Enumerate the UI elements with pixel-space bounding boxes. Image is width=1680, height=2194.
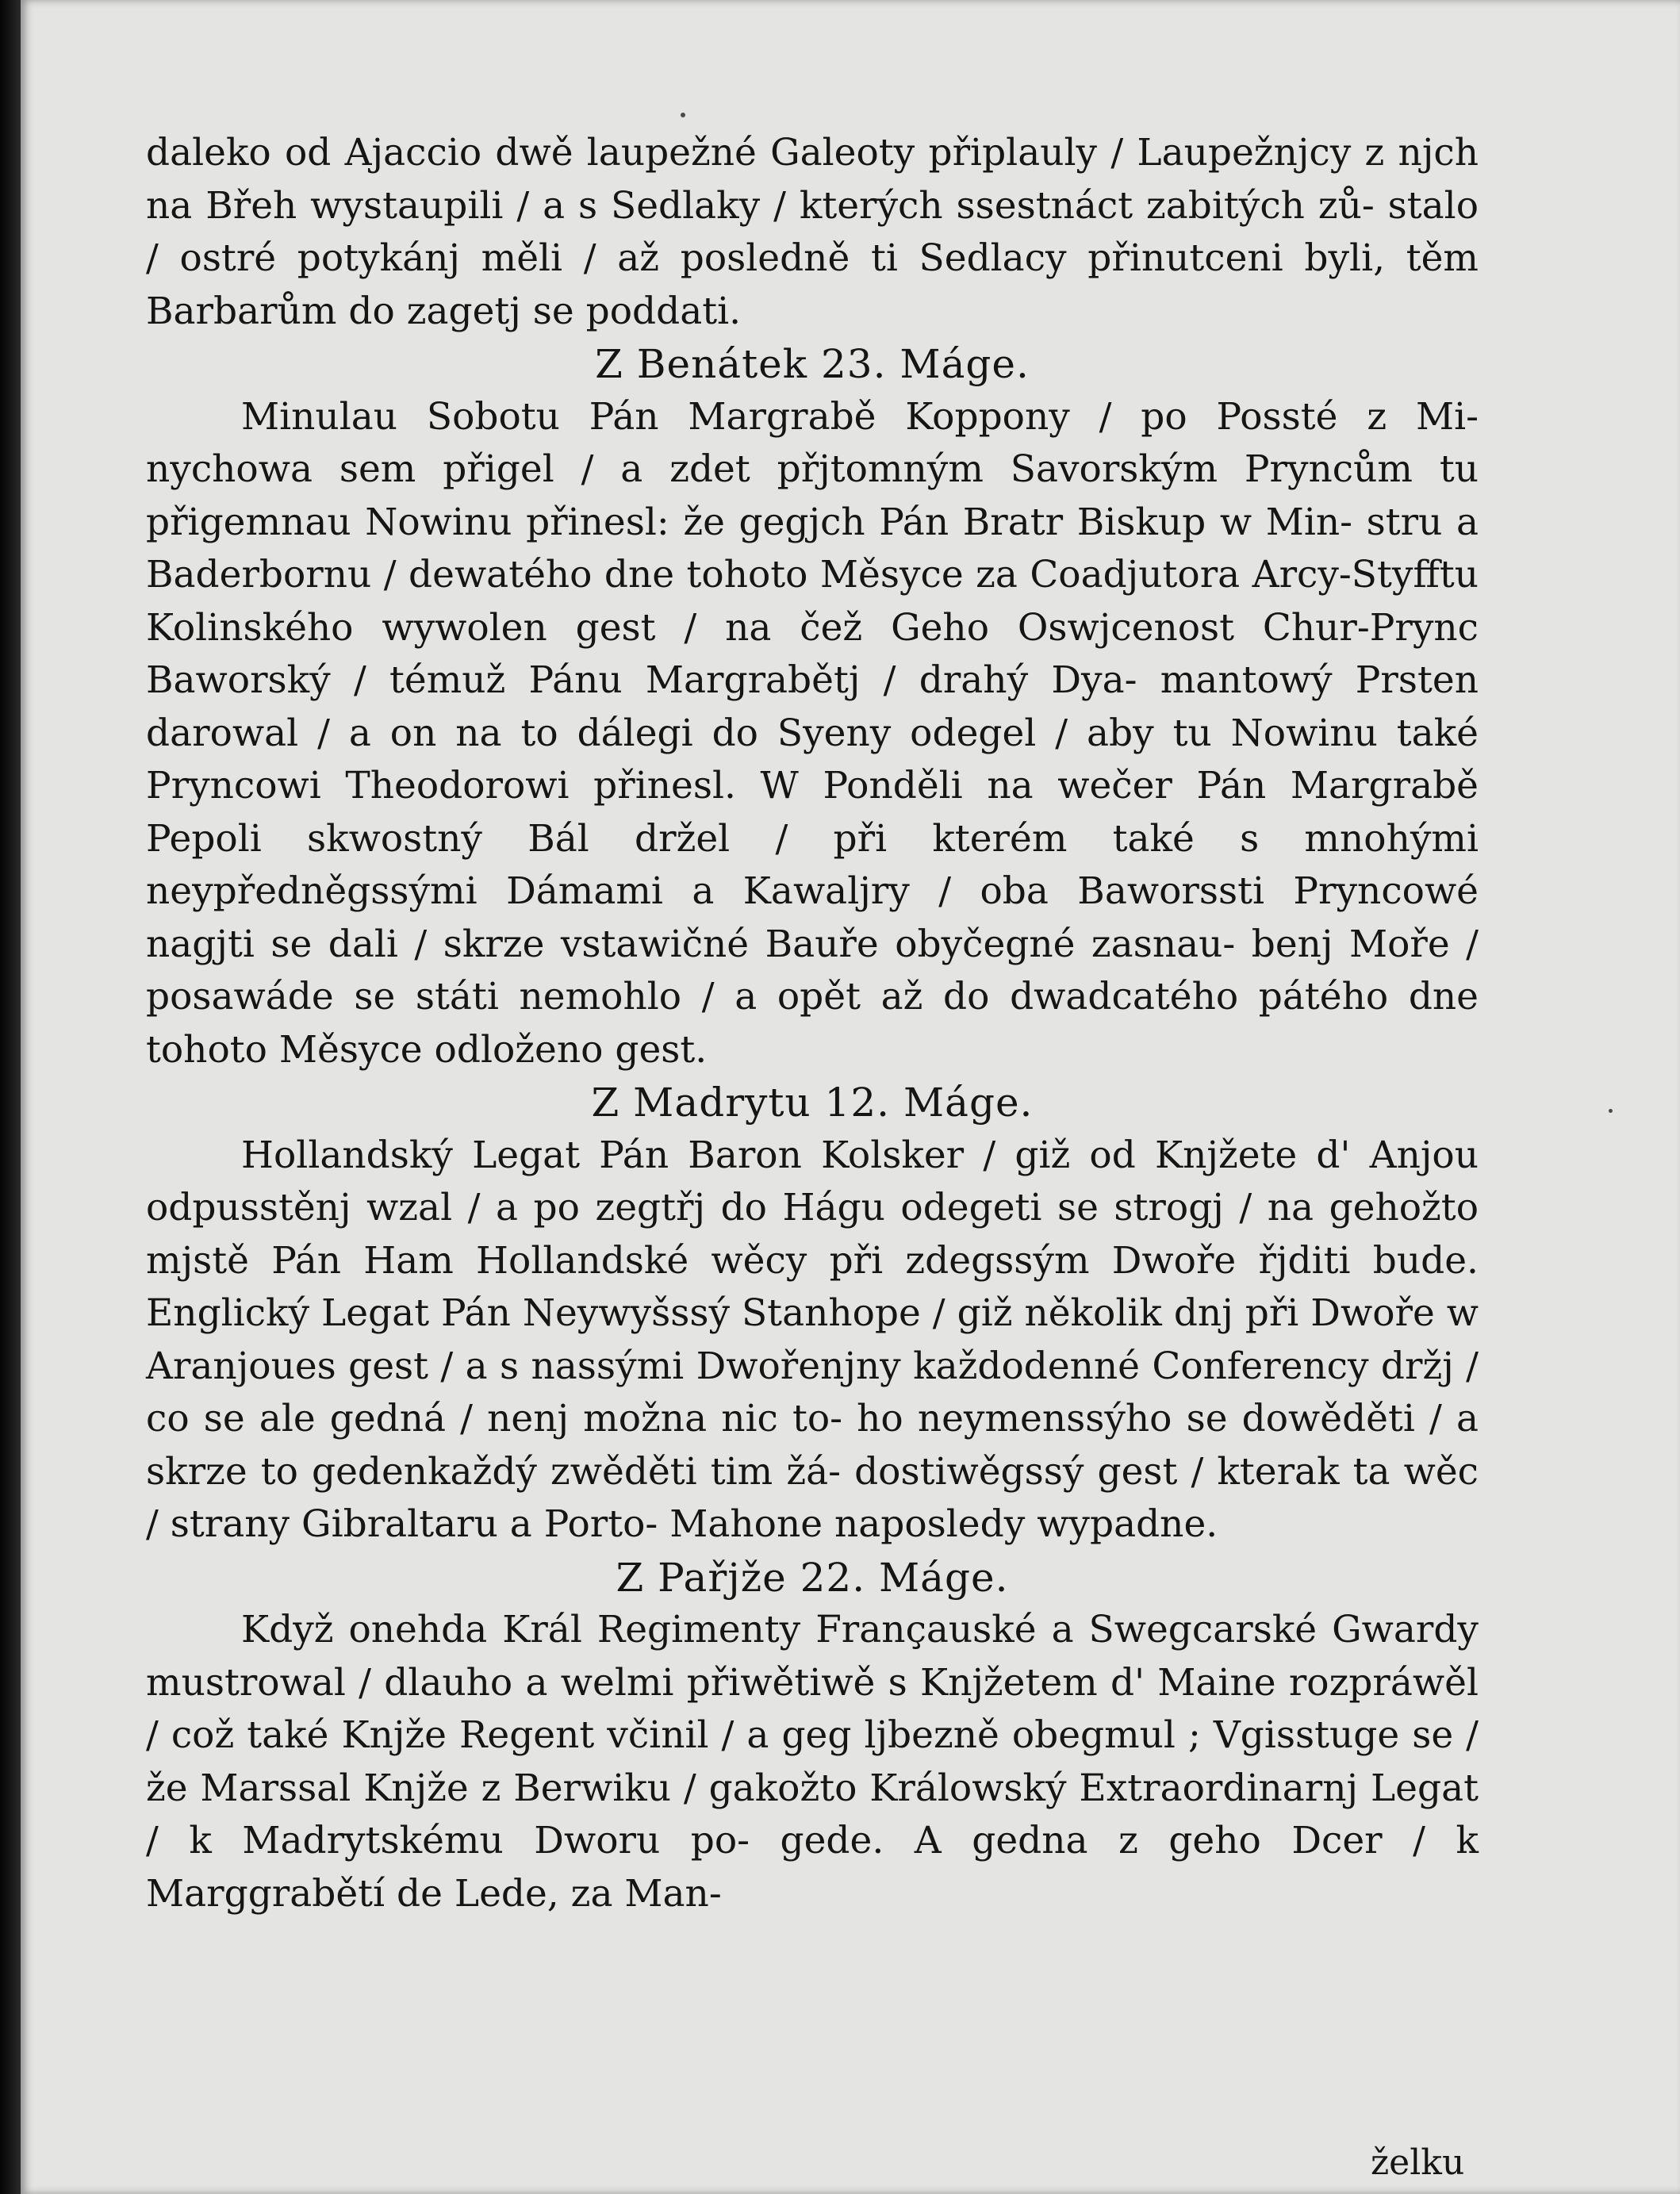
section-paragraph-madrid: Hollandský Legat Pán Baron Kolsker / giž od Knjžete d' Anjou odpusstěnj wzal / a po zegtřj do Hágu odegeti se strogj / na gehožto mjstě Pán Ham Hollandské wěcy při zdegssým Dwoře řjditi bude. Englický Legat Pán Neywyšssý Stanhope / giž několik dnj při Dwoře w Aranjoues gest / a s nassými Dwořenjny každodenné Conferency držj / co se ale gedná / nenj možna nic to- ho neymenssýho se dowěděti / a skrze to gedenkaždý zwěděti tim žá- dostiwěgssý gest / kterak ta wěc / strany Gibraltaru a Porto- Mahone naposledy wypadne.	[146, 1133, 1479, 1546]
section-heading-venice: Z Benátek 23. Máge.	[595, 341, 1030, 387]
opening-paragraph: daleko od Ajaccio dwě laupežné Galeoty připlauly / Laupežnjcy z njch na Břeh wystaupili / a s Sedlaky / kterých ssestnáct zabitých zů- stalo / ostré potykánj měli / až posledně ti Sedlacy přinutceni byli, těm Barbarům do zagetj se poddati.	[146, 131, 1479, 333]
section-heading-paris: Z Pařjže 22. Máge.	[616, 1554, 1009, 1601]
section-paragraph-paris: Když onehda Král Regimenty Françauské a Swegcarské Gwardy mustrowal / dlauho a welmi přiwětiwě s Knjžetem d' Maine rozpráwěl / což také Knjže Regent včinil / a geg ljbezně obegmul ; Vgisstuge se / že Marssal Knjže z Berwiku / gakožto Králowský Extraordinarnj Legat / k Madrytskému Dworu po- gede. A gedna z geho Dcer / k Marggrabětí de Lede, za Man-	[146, 1608, 1479, 1916]
document-page	[21, 0, 1680, 2194]
paper-speck	[681, 113, 685, 117]
section-paragraph-venice: Minulau Sobotu Pán Margrabě Koppony / po Possté z Mi- nychowa sem přigel / a zdet přjtomným Savorským Pryncům tu přigemnau Nowinu přinesl: že gegjch Pán Bratr Biskup w Min- stru a Baderbornu / dewatého dne tohoto Měsyce za Coadjutora Arcy-Styfftu Kolinského wywolen gest / na čež Geho Oswjcenost Chur-Prync Baworský / témuž Pánu Margrabětj / drahý Dya- mantowý Prsten darowal / a on na to dálegi do Syeny odegel / aby tu Nowinu také Pryncowi Theodorowi přinesl. W Ponděli na wečer Pán Margrabě Pepoli skwostný Bál držel / při kterém také s mnohými neypředněgssými Dámami a Kawaljry / oba Baworssti Pryncowé nagjti se dali / skrze vstawičné Bauře obyčegné zasnau- benj Moře / posawáde se státi nemohlo / a opět až do dwadcatého pátého dne tohoto Měsyce odloženo gest.	[146, 394, 1479, 1072]
body-text	[146, 127, 1479, 1920]
scan-border	[0, 0, 21, 2194]
catchword: želku	[1371, 2142, 1465, 2183]
section-heading-madrid: Z Madrytu 12. Máge.	[591, 1080, 1034, 1126]
paper-speck	[1609, 1109, 1613, 1113]
